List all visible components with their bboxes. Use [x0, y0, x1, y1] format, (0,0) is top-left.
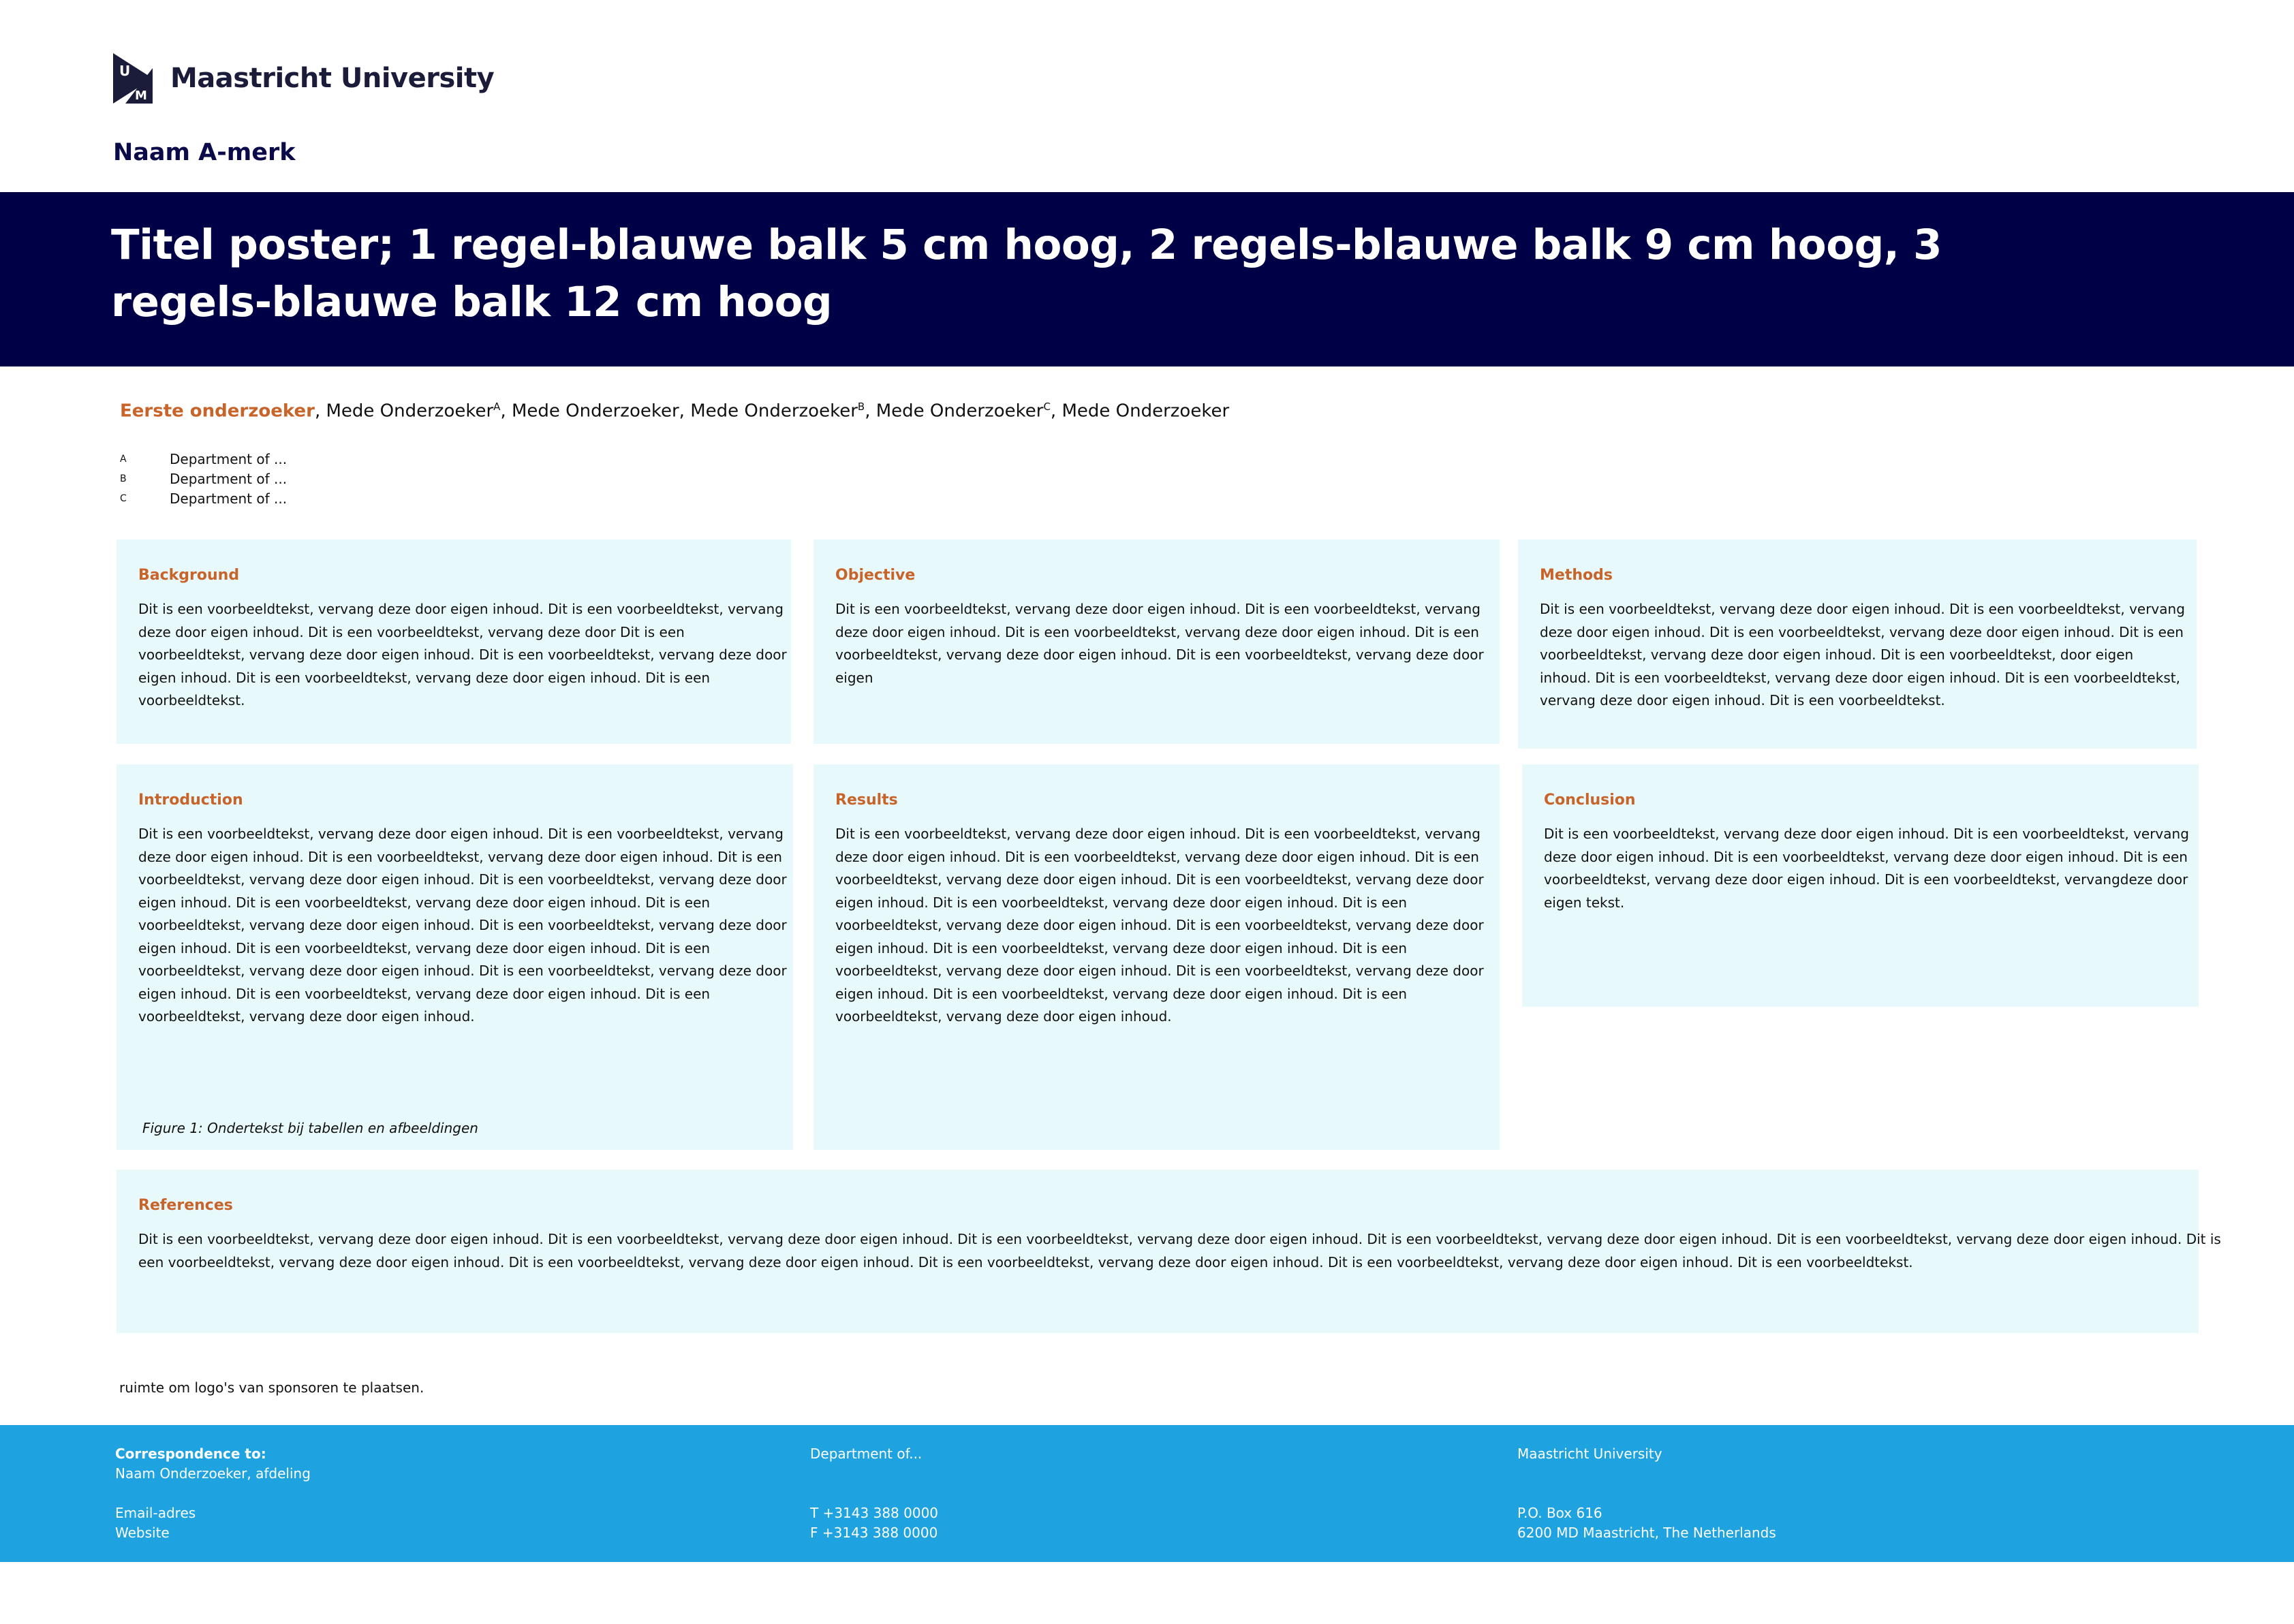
text-line: voorbeeldtekst, vervang deze door eigen inhoud. Dit is een voorbeeldtekst, door eigen: [1540, 646, 2134, 663]
text-line: voorbeeldtekst, vervang deze door eigen inhoud. Dit is een voorbeeldtekst, vervang deze door: [138, 871, 787, 888]
text-line: eigen inhoud. Dit is een voorbeeldtekst, vervang deze door eigen inhoud. Dit is een: [138, 985, 711, 1002]
university-name: Maastricht University: [1517, 1446, 1662, 1462]
affiliation-item: [120, 469, 287, 489]
sponsors-note: ruimte om logo's van sponsoren te plaatsen.: [119, 1379, 424, 1396]
footer-bar: [0, 1425, 2294, 1562]
affiliation-mark: B: [120, 473, 127, 484]
text-line: voorbeeldtekst, vervang deze door eigen inhoud. Dit is een voorbeeldtekst, vervang deze door: [835, 963, 1484, 979]
affiliation-mark: A: [120, 454, 127, 465]
footer-address: [1517, 1444, 1776, 1543]
um-logo-icon: [113, 53, 153, 104]
email-link[interactable]: Email-adres: [115, 1505, 196, 1521]
svg-text:U: U: [119, 63, 131, 79]
text-line: deze door eigen inhoud. Dit is een voorbeeldtekst, vervang deze door eigen inhoud. Dit is een: [1544, 848, 2188, 865]
text-line: voorbeeldtekst, vervang deze door eigen inhoud.: [138, 1008, 475, 1025]
text-line: voorbeeldtekst, vervang deze door eigen inhoud. Dit is een voorbeeldtekst, vervang deze door: [138, 963, 787, 979]
section-body: [835, 598, 1484, 689]
text-line: voorbeeldtekst, vervang deze door eigen inhoud. Dit is een voorbeeldtekst, vervang deze door: [835, 646, 1484, 663]
footer-department: [810, 1444, 938, 1543]
text-line: Dit is een voorbeeldtekst, vervang deze door eigen inhoud. Dit is een voorbeeldtekst, vervang: [835, 601, 1481, 617]
text-line: eigen inhoud. Dit is een voorbeeldtekst, vervang deze door eigen inhoud. Dit is een: [835, 985, 1408, 1002]
text-line: Dit is een voorbeeldtekst, vervang deze door eigen inhoud. Dit is een voorbeeldtekst, vervang: [138, 601, 784, 617]
section-body: [835, 823, 1484, 1029]
co-author: Mede Onderzoeker: [1061, 401, 1230, 422]
text-line: eigen inhoud. Dit is een voorbeeldtekst, vervang deze door eigen inhoud. Dit is een: [138, 669, 711, 686]
introduction-panel: [117, 764, 793, 1150]
author-line: Eerste onderzoeker, Mede Onderzoeker$^A$, Mede Onderzoeker, Mede Onderzoeker$^B$, Mede Onderzoeker$^C$, Mede Onderzoeker: [120, 401, 1230, 422]
section-title: References: [138, 1197, 233, 1214]
text-line: eigen inhoud. Dit is een voorbeeldtekst, vervang deze door eigen inhoud. Dit is een: [835, 939, 1408, 956]
co-author: Mede Onderzoeker: [326, 401, 494, 422]
text-line: voorbeeldtekst, vervang deze door eigen inhoud. Dit is een voorbeeldtekst, vervang deze door: [138, 646, 787, 663]
section-body: [138, 823, 787, 1029]
text-line: deze door eigen inhoud. Dit is een voorbeeldtekst, vervang deze door eigen inhoud. Dit is een: [835, 623, 1479, 640]
section-title: Conclusion: [1544, 792, 1636, 809]
text-line: deze door eigen inhoud. Dit is een voorbeeldtekst, vervang deze door eigen inhoud. Dit is een: [1540, 623, 2184, 640]
text-line: inhoud. Dit is een voorbeeldtekst, vervang deze door eigen inhoud. Dit is een voorbeeldtekst,: [1540, 669, 2180, 686]
section-title: Results: [835, 792, 898, 809]
university-logo: [113, 53, 494, 104]
figure-caption: Figure 1: Ondertekst bij tabellen en afbeeldingen: [142, 1120, 478, 1136]
section-title: Introduction: [138, 792, 243, 809]
results-panel: [813, 764, 1500, 1150]
text-line: Dit is een voorbeeldtekst, vervang deze door eigen inhoud. Dit is een voorbeeldtekst, vervang: [1544, 826, 2189, 842]
affiliation-mark: B: [857, 401, 865, 413]
affiliation-list: [120, 450, 287, 509]
poster-title: Titel poster; 1 regel-blauwe balk 5 cm hoog, 2 regels-blauwe balk 9 cm hoog, 3 regels-blauwe balk 12 cm hoog: [111, 221, 1942, 326]
phone-number: T +3143 388 0000: [810, 1505, 939, 1521]
text-line: Dit is een voorbeeldtekst, vervang deze door eigen inhoud. Dit is een voorbeeldtekst, vervang: [835, 826, 1481, 842]
fax-number: F +3143 388 0000: [810, 1525, 938, 1541]
section-body: [1540, 598, 2185, 713]
correspondence-name: Naam Onderzoeker, afdeling: [115, 1465, 311, 1482]
text-line: vervang deze door eigen inhoud. Dit is een voorbeeldtekst.: [1540, 692, 1945, 708]
text-line: deze door eigen inhoud. Dit is een voorbeeldtekst, vervang deze door eigen inhoud. Dit is een: [835, 848, 1479, 865]
methods-panel: [1518, 540, 2197, 749]
text-line: Dit is een voorbeeldtekst, vervang deze door eigen inhoud. Dit is een voorbeeldtekst, vervang deze door eigen inhoud. Dit is een voorbeeldtekst, vervang deze door eigen inhoud. Dit is een voorbeeldtekst, vervang deze door eigen inhoud. Dit is een voorbeeldtekst, vervang deze door eigen inhoud. Dit is: [138, 1231, 2221, 1247]
first-author: Eerste onderzoeker: [120, 401, 315, 422]
postal-address: 6200 MD Maastricht, The Netherlands: [1517, 1525, 1776, 1541]
svg-text:M: M: [135, 89, 147, 103]
affiliation-item: [120, 489, 287, 509]
title-bar: [0, 192, 2294, 366]
brand-name: Naam A-merk: [113, 139, 296, 166]
affiliation-item: [120, 450, 287, 469]
website-link[interactable]: Website: [115, 1525, 170, 1541]
affiliation-mark: C: [120, 493, 127, 504]
references-panel: [117, 1170, 2221, 1333]
text-line: eigen inhoud. Dit is een voorbeeldtekst, vervang deze door eigen inhoud. Dit is een: [138, 939, 711, 956]
text-line: voorbeeldtekst, vervang deze door eigen inhoud. Dit is een voorbeeldtekst, vervangdeze door: [1544, 871, 2188, 888]
section-title: Objective: [835, 567, 916, 584]
text-line: voorbeeldtekst, vervang deze door eigen inhoud.: [835, 1008, 1172, 1025]
text-line: deze door eigen inhoud. Dit is een voorbeeldtekst, vervang deze door eigen inhoud. Dit is een: [138, 848, 782, 865]
text-line: voorbeeldtekst, vervang deze door eigen inhoud. Dit is een voorbeeldtekst, vervang deze door: [835, 917, 1484, 933]
footer-contact: [115, 1444, 311, 1543]
text-line: voorbeeldtekst.: [138, 692, 245, 708]
section-title: Methods: [1540, 567, 1613, 584]
text-line: deze door eigen inhoud. Dit is een voorbeeldtekst, vervang deze door Dit is een: [138, 623, 685, 640]
logo-text: Maastricht University: [170, 63, 495, 94]
section-body: [1544, 823, 2189, 914]
affiliation-text: Department of ...: [170, 451, 288, 467]
co-author: Mede Onderzoeker: [875, 401, 1044, 422]
affiliation-mark: A: [493, 401, 501, 413]
co-author: Mede Onderzoeker: [511, 401, 679, 422]
conclusion-panel: [1522, 764, 2199, 1007]
affiliation-mark: C: [1043, 401, 1051, 413]
background-panel: [117, 540, 791, 744]
section-body: [138, 598, 787, 713]
co-author: Mede Onderzoeker: [690, 401, 858, 422]
po-box: P.O. Box 616: [1517, 1505, 1602, 1521]
text-line: een voorbeeldtekst, vervang deze door eigen inhoud. Dit is een voorbeeldtekst, vervang deze door eigen inhoud. Dit is een voorbeeldtekst, vervang deze door eigen inhoud. Dit is een voorbeeldtekst, vervang deze door eigen inhoud. Dit is een voorbeeldtekst.: [138, 1253, 1913, 1270]
text-line: Dit is een voorbeeldtekst, vervang deze door eigen inhoud. Dit is een voorbeeldtekst, vervang: [138, 826, 784, 842]
section-title: Background: [138, 567, 240, 584]
text-line: Dit is een voorbeeldtekst, vervang deze door eigen inhoud. Dit is een voorbeeldtekst, vervang: [1540, 601, 2185, 617]
affiliation-text: Department of ...: [170, 471, 288, 487]
department-name: Department of...: [810, 1446, 923, 1462]
text-line: voorbeeldtekst, vervang deze door eigen inhoud. Dit is een voorbeeldtekst, vervang deze door: [138, 917, 787, 933]
correspondence-label: Correspondence to:: [115, 1446, 266, 1462]
objective-panel: [813, 540, 1500, 744]
section-body: [138, 1228, 2221, 1274]
text-line: eigen tekst.: [1544, 894, 1625, 911]
text-line: voorbeeldtekst, vervang deze door eigen inhoud. Dit is een voorbeeldtekst, vervang deze door: [835, 871, 1484, 888]
text-line: eigen inhoud. Dit is een voorbeeldtekst, vervang deze door eigen inhoud. Dit is een: [835, 894, 1408, 911]
text-line: eigen: [835, 669, 873, 686]
text-line: eigen inhoud. Dit is een voorbeeldtekst, vervang deze door eigen inhoud. Dit is een: [138, 894, 711, 911]
affiliation-text: Department of ...: [170, 490, 288, 507]
